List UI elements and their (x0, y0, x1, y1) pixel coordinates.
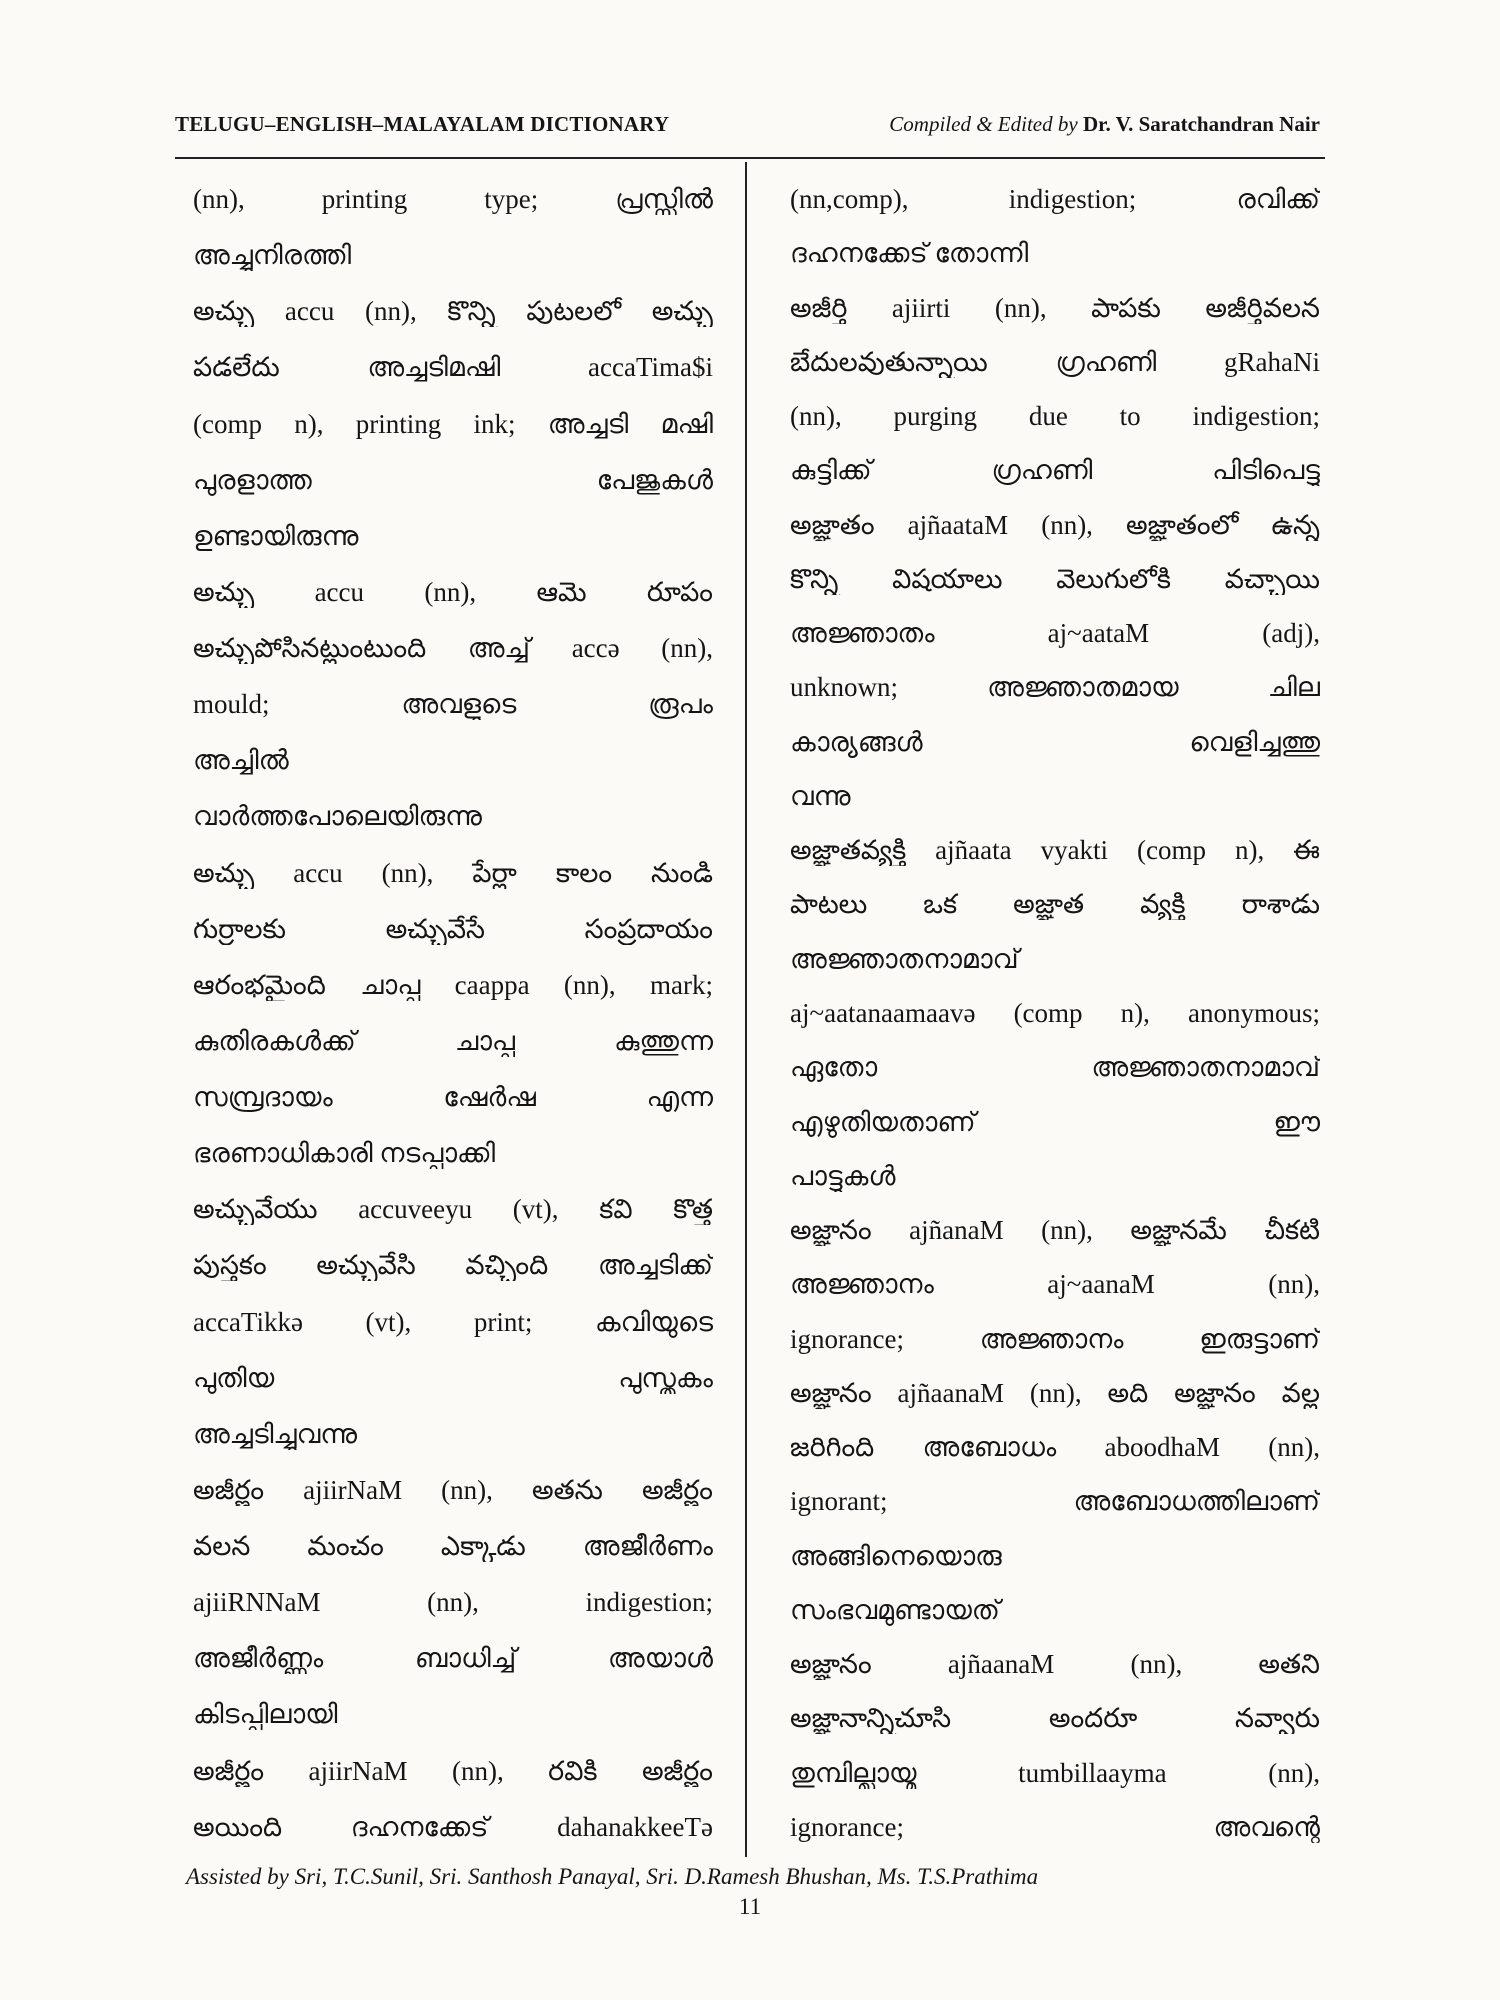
text-line: (nn,comp), indigestion; രവിക്ക് (790, 184, 1320, 214)
left-column (193, 183, 713, 1843)
credit-label: Compiled & Edited by (889, 112, 1078, 136)
text-line: അച്ചുനിരത്തി (193, 240, 352, 271)
text-line: అచ్చు accu (nn), పేర్లా కాలం నుండి (193, 857, 713, 888)
text-line: అజ్ఞానాన్నిచూసి అందరూ నవ్వారు (790, 1703, 1320, 1734)
text-line: ഏതോ അജ്ഞാതനാമാവ് (790, 1052, 1320, 1083)
column-divider (745, 162, 747, 1857)
text-line: అజ్ఞాతం ajñaataM (nn), అజ్ఞాతంలో ఉన్న (790, 509, 1320, 540)
text-line: జరిగింది അബോധം aboodhaM (nn), (790, 1432, 1320, 1463)
text-line: గుర్రాలకు అచ్చువేసే సంప్రదాయం (193, 913, 713, 944)
text-line: పాటలు ఒక అజ్ఞాత వ్యక్తి రాశాడు (790, 889, 1320, 920)
text-line: (nn), purging due to indigestion; (790, 401, 1320, 432)
text-line: ഉണ്ടായിരുന്നു (193, 520, 359, 551)
text-line: కొన్ని విషయాలు వెలుగులోకి వచ్చాయి (790, 563, 1320, 594)
running-header (175, 112, 1320, 137)
dictionary-title: TELUGU–ENGLISH–MALAYALAM DICTIONARY (175, 112, 670, 136)
text-line: అజ్ఞానం ajñanaM (nn), అజ్ఞానమే చీకటి (790, 1215, 1320, 1246)
text-line: అజ్ఞాతవ్యక్తి ajñaata vyakti (comp n), ఈ (790, 835, 1320, 866)
text-line: അങ്ങിനെയൊരു (790, 1540, 1002, 1571)
text-line: ഭരണാധികാരി നടപ്പാക്കി (193, 1138, 496, 1169)
text-line: పడలేదు അച്ചടിമഷി accaTima$i (193, 352, 713, 383)
text-line: వలన మంచం ఎక్కాడు അജീർണം (193, 1531, 713, 1561)
text-line: അച്ചടിച്ചുവന്നു (193, 1418, 358, 1449)
text-line: ignorance; അജ്ഞാനം ഇരുട്ടാണ് (790, 1323, 1320, 1354)
text-line: mould; അവളുടെ രൂപം (193, 689, 713, 720)
text-line: സമ്പ്രദായം ഷേർഷ എന്ന (193, 1082, 713, 1112)
text-line: പുതിയ പുസ്തകം (193, 1362, 713, 1393)
text-line: അച്ചിൽ (193, 745, 289, 776)
text-line: aj~aatanaamaavə (comp n), anonymous; (790, 997, 1320, 1028)
text-line: അജ്ഞാനം aj~aanaM (nn), (790, 1269, 1320, 1300)
text-line: అజీర్తి ajiirti (nn), పాపకు అజీర్తివలన (790, 292, 1320, 323)
text-line: അജ്ഞാതനാമാവ് (790, 943, 1019, 974)
text-line: വന്നു (790, 780, 851, 811)
text-line: അജ്ഞാതം aj~aataM (adj), (790, 618, 1320, 649)
text-line: అజ్ఞానం ajñaanaM (nn), అది అజ్ఞానం వల్ల (790, 1377, 1320, 1408)
text-line: అజీర్ణం ajiirNaM (nn), అతను అజీర్ణం (193, 1474, 713, 1505)
text-line: బేదులవుతున్నాయి ഗ്രഹണി gRahaNi (790, 346, 1320, 377)
text-line: വാർത്തപോലെയിരുന്നു (193, 801, 482, 832)
text-line: (nn), printing type; പ്രസ്സിൽ (193, 184, 713, 214)
text-line: అజీర్ణం ajiirNaM (nn), రవికి అజీర్ణం (193, 1755, 713, 1786)
compiler-credit (889, 112, 1320, 137)
text-line: (comp n), printing ink; അച്ചടി മഷി (193, 408, 713, 439)
text-line: అచ్చు accu (nn), కొన్ని పుటలలో అచ్చు (193, 296, 713, 327)
text-line: കിടപ്പിലായി (193, 1699, 338, 1730)
text-line: തുമ്പില്ലായ്മ tumbillaayma (nn), (790, 1757, 1320, 1788)
text-line: ignorance; അവന്റെ (790, 1811, 1320, 1842)
header-rule (175, 157, 1325, 159)
text-line: అచ్చుపోసినట్లుంటుంది അച്ച് accə (nn), (193, 633, 713, 663)
text-line: ignorant; അബോധത്തിലാണ് (790, 1486, 1320, 1517)
text-line: పుస్తకం అచ్చువేసి వచ్చింది അച്ചടിക്ക് (193, 1250, 713, 1281)
right-column (790, 183, 1320, 1843)
text-line: കുട്ടിക്ക് ഗ്രഹണി പിടിപെട്ടു (790, 455, 1320, 486)
text-line: అయింది ദഹനക്കേട് dahanakkeeTə (193, 1811, 713, 1842)
text-line: പുരളാത്ത പേജുകൾ (193, 464, 713, 495)
text-line: കുതിരകൾക്ക് ചാപ്പ കുത്തുന്ന (193, 1025, 713, 1056)
text-line: ajiiRNNaM (nn), indigestion; (193, 1587, 713, 1618)
text-line: ദഹനക്കേട് തോന്നി (790, 238, 1029, 269)
text-line: സംഭവമുണ്ടായത് (790, 1594, 1000, 1625)
text-line: പാട്ടുകൾ (790, 1160, 896, 1191)
text-line: എഴുതിയതാണ് ഈ (790, 1106, 1320, 1137)
text-line: അജീർണ്ണം ബാധിച്ച് അയാൾ (193, 1643, 713, 1674)
text-line: ఆరంభమైంది ചാപ്പ caappa (nn), mark; (193, 969, 713, 1000)
text-line: అచ్చు accu (nn), ఆమె రూపం (193, 576, 713, 607)
text-line: accaTikkə (vt), print; കവിയുടെ (193, 1306, 713, 1337)
page-number: 11 (738, 1894, 762, 1919)
text-line: అచ్చువేయు accuveeyu (vt), కవి కొత్త (193, 1194, 713, 1225)
footer-assisted-by: Assisted by Sri, T.C.Sunil, Sri. Santhosh Panayal, Sri. D.Ramesh Bhushan, Ms. T.S.Prathima (186, 1864, 1039, 1889)
text-line: అజ్ఞానం ajñaanaM (nn), అతని (790, 1649, 1320, 1680)
text-line: കാര്യങ്ങൾ വെളിച്ചത്തു (790, 726, 1320, 757)
text-line: unknown; അജ്ഞാതമായ ചില (790, 672, 1320, 703)
credit-name: Dr. V. Saratchandran Nair (1082, 112, 1320, 136)
